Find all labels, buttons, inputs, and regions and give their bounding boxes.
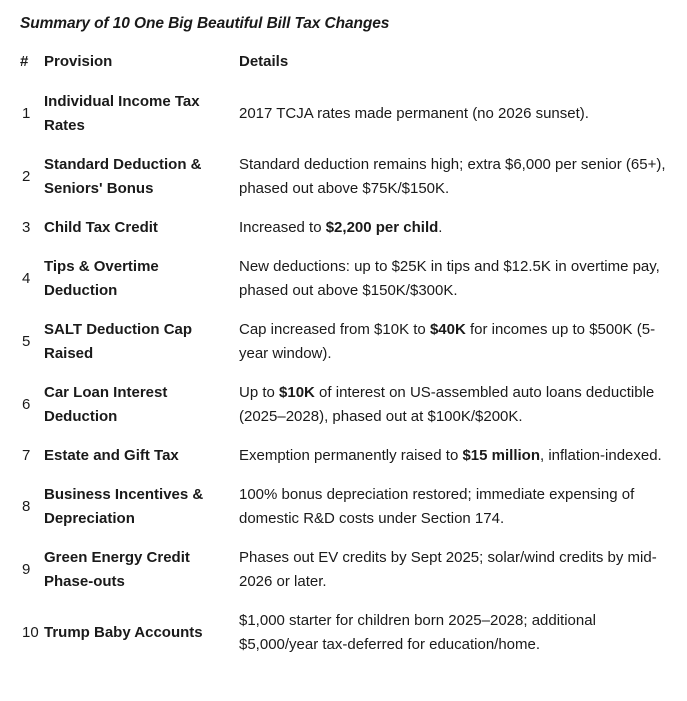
details-text: Standard deduction remains high; extra $6,000 per senior (65+), phased out above $75K/$150K. — [239, 156, 666, 197]
details-text: of interest on US-assembled auto loans deductible (2025–2028), phased out at $100K/$200K. — [239, 384, 655, 425]
header-details: Details — [239, 53, 289, 70]
row-number: 1 — [22, 105, 31, 122]
table-header-row — [20, 52, 680, 90]
row-details — [239, 444, 680, 483]
details-text: for incomes up to $500K (5-year window). — [239, 321, 656, 362]
details-highlight: $40K — [429, 321, 466, 338]
row-number: 3 — [22, 219, 31, 236]
details-text: . — [438, 219, 443, 236]
details-text: 100% bonus depreciation restored; immediate expensing of domestic R&D costs under Section 174. — [239, 486, 635, 527]
row-details — [239, 546, 680, 609]
row-provision: Car Loan Interest Deduction — [44, 384, 168, 425]
document — [20, 14, 680, 672]
details-highlight: $2,200 per child — [325, 219, 439, 236]
table-row — [20, 318, 680, 381]
row-details — [239, 90, 680, 153]
table-row — [20, 444, 680, 483]
row-number: 7 — [22, 447, 31, 464]
row-details — [239, 483, 680, 546]
row-provision: Child Tax Credit — [44, 219, 158, 236]
tax-changes-table — [20, 52, 680, 672]
row-provision: SALT Deduction Cap Raised — [44, 321, 193, 362]
row-number: 9 — [22, 561, 31, 578]
table-row — [20, 153, 680, 216]
table-body — [20, 90, 680, 672]
table-row — [20, 216, 680, 255]
details-highlight: $10K — [279, 384, 315, 401]
row-provision: Standard Deduction & Seniors' Bonus — [44, 156, 202, 197]
row-details — [239, 216, 680, 255]
document-title: Summary of 10 One Big Beautiful Bill Tax Changes — [20, 15, 390, 32]
details-text: Exemption permanently raised to — [239, 447, 463, 464]
details-text: Increased to — [239, 219, 326, 236]
row-number: 8 — [22, 498, 31, 515]
details-highlight: $15 million — [462, 447, 540, 464]
row-number: 6 — [22, 396, 31, 413]
header-provision: Provision — [44, 53, 113, 70]
table-row — [20, 90, 680, 153]
table-row — [20, 255, 680, 318]
table-row — [20, 483, 680, 546]
row-provision: Individual Income Tax Rates — [44, 93, 200, 134]
details-text: Cap increased from $10K to — [239, 321, 430, 338]
row-number: 5 — [22, 333, 31, 350]
row-provision: Trump Baby Accounts — [44, 624, 203, 641]
details-text: Phases out EV credits by Sept 2025; solar/wind credits by mid-2026 or later. — [239, 549, 657, 590]
row-details — [239, 381, 680, 444]
row-details — [239, 255, 680, 318]
row-details — [239, 153, 680, 216]
table-row — [20, 381, 680, 444]
row-details — [239, 609, 680, 672]
table-row — [20, 546, 680, 609]
details-text: , inflation-indexed. — [539, 447, 662, 464]
row-number: 2 — [22, 168, 31, 185]
row-number: 10 — [22, 624, 39, 641]
details-text: Up to — [239, 384, 280, 401]
details-text: $1,000 starter for children born 2025–2028; additional $5,000/year tax-deferred for education/home. — [239, 612, 596, 653]
row-provision: Business Incentives & Depreciation — [44, 486, 204, 527]
row-provision: Estate and Gift Tax — [44, 447, 179, 464]
row-details — [239, 318, 680, 381]
header-number: # — [20, 53, 29, 70]
details-text: 2017 TCJA rates made permanent (no 2026 sunset). — [239, 105, 589, 122]
row-provision: Green Energy Credit Phase-outs — [44, 549, 190, 590]
row-provision: Tips & Overtime Deduction — [44, 258, 159, 299]
details-text: New deductions: up to $25K in tips and $12.5K in overtime pay, phased out above $150K/$300K. — [239, 258, 660, 299]
table-row — [20, 609, 680, 672]
row-number: 4 — [22, 270, 31, 287]
